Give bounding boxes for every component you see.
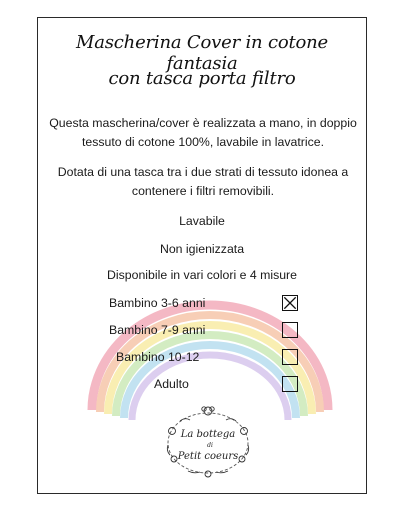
size-label-3-6: Bambino 3-6 anni: [109, 296, 206, 310]
page-title-line-2: con tasca porta filtro: [108, 68, 296, 89]
description-paragraph-2: Dotata di una tasca tra i due strati di tessuto idonea a contenere i filtri removibili.: [57, 165, 349, 198]
feature-availability: Disponibile in vari colori e 4 misure: [107, 268, 297, 282]
logo-text-line-1: La bottega: [180, 429, 236, 440]
feature-not-sanitized: Non igienizzata: [159, 242, 245, 256]
description-paragraph-1: Questa mascherina/cover è realizzata a mano, in doppio tessuto di cotone 100%, lavabile in lavatrice.: [49, 116, 357, 149]
size-label-10-12: Bambino 10-12: [116, 350, 200, 364]
size-checkbox-3-6[interactable]: [282, 295, 298, 311]
shop-logo: [158, 401, 258, 481]
logo-text-line-3: Petit coeurs: [177, 451, 239, 462]
product-card: [37, 17, 367, 494]
page-title-line-1: Mascherina Cover in cotone fantasia: [76, 32, 328, 74]
size-label-7-9: Bambino 7-9 anni: [109, 323, 206, 337]
feature-washable: Lavabile: [179, 214, 225, 228]
checkbox-cross-icon: [283, 296, 297, 310]
size-checkbox-10-12[interactable]: [282, 349, 298, 365]
size-label-adult: Adulto: [154, 377, 189, 391]
size-checkbox-7-9[interactable]: [282, 322, 298, 338]
size-checkbox-adult[interactable]: [282, 376, 298, 392]
logo-text-line-2: di: [207, 442, 213, 449]
